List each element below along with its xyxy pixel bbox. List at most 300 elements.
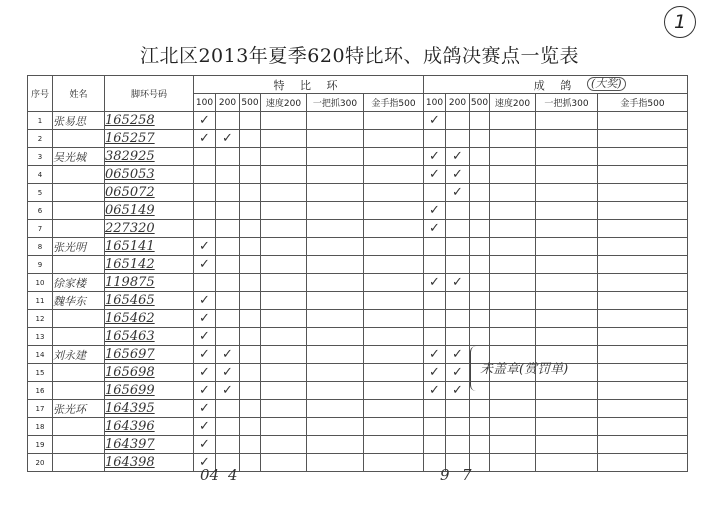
- check-special-ring: [240, 310, 261, 328]
- check-special-ring: [307, 202, 364, 220]
- check-special-ring: ✓: [194, 112, 216, 130]
- row-number: 20: [28, 454, 53, 472]
- check-special-ring: ✓: [194, 238, 216, 256]
- owner-name: [53, 436, 105, 454]
- check-adult-pigeon: [470, 202, 490, 220]
- page-number-text: 1: [673, 11, 687, 33]
- check-adult-pigeon: [536, 436, 598, 454]
- check-special-ring: [261, 364, 307, 382]
- check-special-ring: [216, 202, 240, 220]
- check-special-ring: ✓: [194, 382, 216, 400]
- check-special-ring: ✓: [194, 292, 216, 310]
- check-adult-pigeon: [470, 292, 490, 310]
- check-special-ring: [307, 436, 364, 454]
- check-adult-pigeon: [536, 220, 598, 238]
- results-table: [27, 75, 688, 472]
- table-row: [28, 202, 688, 220]
- subheader-t-1: 200: [216, 94, 240, 112]
- subheader-t-2: 500: [240, 94, 261, 112]
- check-adult-pigeon: [446, 400, 470, 418]
- check-special-ring: [307, 346, 364, 364]
- check-adult-pigeon: ✓: [424, 202, 446, 220]
- table-row: [28, 382, 688, 400]
- check-special-ring: [307, 148, 364, 166]
- check-special-ring: [364, 256, 424, 274]
- check-adult-pigeon: [424, 292, 446, 310]
- check-adult-pigeon: [536, 292, 598, 310]
- check-adult-pigeon: [470, 238, 490, 256]
- check-special-ring: [364, 454, 424, 472]
- check-special-ring: [307, 112, 364, 130]
- row-number: 13: [28, 328, 53, 346]
- check-special-ring: ✓: [194, 346, 216, 364]
- owner-name: [53, 256, 105, 274]
- row-number: 6: [28, 202, 53, 220]
- check-adult-pigeon: [536, 418, 598, 436]
- check-special-ring: [216, 256, 240, 274]
- ring-number: 165141: [105, 238, 194, 256]
- check-adult-pigeon: [598, 292, 688, 310]
- row-number: 3: [28, 148, 53, 166]
- table-row: [28, 148, 688, 166]
- subheader-t-3: 速度200: [261, 94, 307, 112]
- check-special-ring: [307, 274, 364, 292]
- check-special-ring: [307, 184, 364, 202]
- check-adult-pigeon: [536, 454, 598, 472]
- check-adult-pigeon: [598, 454, 688, 472]
- check-special-ring: [216, 418, 240, 436]
- ring-number: 119875: [105, 274, 194, 292]
- tally-1: 04: [200, 466, 220, 484]
- check-special-ring: [240, 148, 261, 166]
- check-adult-pigeon: [598, 166, 688, 184]
- subheader-c-1: 200: [446, 94, 470, 112]
- ring-number: 227320: [105, 220, 194, 238]
- check-special-ring: [261, 256, 307, 274]
- check-adult-pigeon: ✓: [424, 346, 446, 364]
- table-row: [28, 310, 688, 328]
- check-special-ring: [240, 184, 261, 202]
- check-special-ring: ✓: [194, 364, 216, 382]
- check-adult-pigeon: [536, 256, 598, 274]
- check-adult-pigeon: ✓: [424, 148, 446, 166]
- check-adult-pigeon: [446, 292, 470, 310]
- check-adult-pigeon: [424, 184, 446, 202]
- owner-name: 张光环: [53, 400, 105, 418]
- check-special-ring: [261, 184, 307, 202]
- check-adult-pigeon: [598, 418, 688, 436]
- check-special-ring: [240, 292, 261, 310]
- table-row: [28, 220, 688, 238]
- row-number: 12: [28, 310, 53, 328]
- row-number: 10: [28, 274, 53, 292]
- check-adult-pigeon: [470, 112, 490, 130]
- check-special-ring: [307, 130, 364, 148]
- table-row: [28, 328, 688, 346]
- check-special-ring: [194, 202, 216, 220]
- check-adult-pigeon: [598, 346, 688, 364]
- check-special-ring: [364, 166, 424, 184]
- check-adult-pigeon: [490, 274, 536, 292]
- check-special-ring: [261, 202, 307, 220]
- check-adult-pigeon: ✓: [424, 220, 446, 238]
- check-adult-pigeon: ✓: [424, 382, 446, 400]
- row-number: 17: [28, 400, 53, 418]
- tally-4: 7: [462, 466, 472, 484]
- row-number: 7: [28, 220, 53, 238]
- check-special-ring: [364, 220, 424, 238]
- subheader-c-0: 100: [424, 94, 446, 112]
- check-adult-pigeon: [490, 202, 536, 220]
- table-row: [28, 274, 688, 292]
- owner-name: 吴光城: [53, 148, 105, 166]
- check-special-ring: [364, 382, 424, 400]
- handwritten-edit: (大奖): [587, 77, 626, 91]
- check-special-ring: [216, 148, 240, 166]
- check-adult-pigeon: [536, 130, 598, 148]
- table-row: [28, 436, 688, 454]
- owner-name: [53, 310, 105, 328]
- ring-number: 165462: [105, 310, 194, 328]
- check-adult-pigeon: [598, 202, 688, 220]
- check-special-ring: [307, 364, 364, 382]
- check-special-ring: ✓: [194, 130, 216, 148]
- check-special-ring: [364, 274, 424, 292]
- check-special-ring: [261, 166, 307, 184]
- check-special-ring: [240, 454, 261, 472]
- subheader-t-5: 金手指500: [364, 94, 424, 112]
- check-special-ring: ✓: [194, 328, 216, 346]
- check-adult-pigeon: [470, 130, 490, 148]
- owner-name: [53, 220, 105, 238]
- check-special-ring: [261, 112, 307, 130]
- check-adult-pigeon: [424, 418, 446, 436]
- check-special-ring: [307, 256, 364, 274]
- check-special-ring: ✓: [216, 364, 240, 382]
- row-number: 1: [28, 112, 53, 130]
- check-adult-pigeon: [598, 130, 688, 148]
- check-adult-pigeon: [470, 418, 490, 436]
- check-special-ring: [364, 400, 424, 418]
- check-adult-pigeon: [490, 184, 536, 202]
- check-special-ring: [216, 400, 240, 418]
- check-special-ring: ✓: [216, 130, 240, 148]
- check-adult-pigeon: [490, 328, 536, 346]
- check-adult-pigeon: [598, 112, 688, 130]
- ring-number: 065053: [105, 166, 194, 184]
- table-row: [28, 184, 688, 202]
- check-adult-pigeon: ✓: [446, 346, 470, 364]
- check-adult-pigeon: [446, 436, 470, 454]
- check-adult-pigeon: ✓: [446, 274, 470, 292]
- check-special-ring: [240, 418, 261, 436]
- ring-number: 165142: [105, 256, 194, 274]
- check-special-ring: [364, 436, 424, 454]
- check-special-ring: [240, 400, 261, 418]
- check-special-ring: [216, 112, 240, 130]
- subheader-c-3: 速度200: [490, 94, 536, 112]
- check-special-ring: [216, 328, 240, 346]
- check-special-ring: [194, 166, 216, 184]
- owner-name: 张光明: [53, 238, 105, 256]
- check-special-ring: [307, 418, 364, 436]
- check-special-ring: [261, 292, 307, 310]
- check-special-ring: [364, 328, 424, 346]
- check-adult-pigeon: [536, 112, 598, 130]
- check-adult-pigeon: [470, 220, 490, 238]
- row-number: 15: [28, 364, 53, 382]
- check-adult-pigeon: [490, 400, 536, 418]
- check-special-ring: [307, 238, 364, 256]
- owner-name: [53, 184, 105, 202]
- check-special-ring: [261, 436, 307, 454]
- check-special-ring: [240, 382, 261, 400]
- check-adult-pigeon: [470, 454, 490, 472]
- check-adult-pigeon: [598, 220, 688, 238]
- check-adult-pigeon: [536, 328, 598, 346]
- row-number: 2: [28, 130, 53, 148]
- ring-number: 165699: [105, 382, 194, 400]
- check-special-ring: [307, 328, 364, 346]
- check-adult-pigeon: [598, 274, 688, 292]
- check-adult-pigeon: [598, 328, 688, 346]
- check-special-ring: [307, 220, 364, 238]
- check-special-ring: [216, 238, 240, 256]
- table-row: [28, 238, 688, 256]
- check-special-ring: [261, 130, 307, 148]
- ring-number: 165463: [105, 328, 194, 346]
- header-name: 姓名: [53, 76, 105, 112]
- check-special-ring: [261, 346, 307, 364]
- row-number: 11: [28, 292, 53, 310]
- check-special-ring: [364, 346, 424, 364]
- tally-3: 9: [440, 466, 450, 484]
- check-adult-pigeon: [598, 382, 688, 400]
- check-special-ring: [364, 238, 424, 256]
- owner-name: 张易思: [53, 112, 105, 130]
- ring-number: 164396: [105, 418, 194, 436]
- ring-number: 165465: [105, 292, 194, 310]
- check-adult-pigeon: [490, 148, 536, 166]
- ring-number: 164395: [105, 400, 194, 418]
- check-special-ring: ✓: [216, 382, 240, 400]
- check-special-ring: ✓: [194, 400, 216, 418]
- check-special-ring: [364, 364, 424, 382]
- owner-name: 徐家楼: [53, 274, 105, 292]
- check-special-ring: [194, 220, 216, 238]
- table-row: [28, 364, 688, 382]
- check-special-ring: [364, 130, 424, 148]
- owner-name: [53, 382, 105, 400]
- check-adult-pigeon: [536, 238, 598, 256]
- owner-name: [53, 202, 105, 220]
- subheader-c-5: 金手指500: [598, 94, 688, 112]
- check-adult-pigeon: [446, 112, 470, 130]
- check-special-ring: [307, 454, 364, 472]
- row-number: 16: [28, 382, 53, 400]
- table-row: [28, 346, 688, 364]
- table-row: [28, 256, 688, 274]
- check-special-ring: ✓: [194, 310, 216, 328]
- check-adult-pigeon: [490, 382, 536, 400]
- check-adult-pigeon: [536, 202, 598, 220]
- ring-number: 165258: [105, 112, 194, 130]
- check-adult-pigeon: [490, 310, 536, 328]
- check-adult-pigeon: [598, 310, 688, 328]
- table-row: [28, 400, 688, 418]
- header-ring: 脚环号码: [105, 76, 194, 112]
- check-adult-pigeon: [470, 400, 490, 418]
- ring-number: 164398: [105, 454, 194, 472]
- check-special-ring: [261, 382, 307, 400]
- check-special-ring: [240, 346, 261, 364]
- page-number: [664, 6, 696, 38]
- owner-name: 魏华东: [53, 292, 105, 310]
- check-special-ring: [240, 436, 261, 454]
- tally-2: 4: [228, 466, 238, 484]
- check-special-ring: [216, 436, 240, 454]
- check-adult-pigeon: [446, 238, 470, 256]
- check-adult-pigeon: ✓: [424, 364, 446, 382]
- check-adult-pigeon: [598, 436, 688, 454]
- row-number: 14: [28, 346, 53, 364]
- owner-name: 刘永建: [53, 346, 105, 364]
- check-adult-pigeon: [598, 256, 688, 274]
- check-adult-pigeon: [598, 400, 688, 418]
- check-special-ring: [194, 184, 216, 202]
- check-special-ring: [216, 166, 240, 184]
- check-special-ring: [307, 400, 364, 418]
- check-adult-pigeon: [598, 364, 688, 382]
- check-special-ring: [240, 166, 261, 184]
- check-special-ring: [364, 112, 424, 130]
- check-special-ring: [261, 310, 307, 328]
- check-adult-pigeon: ✓: [446, 184, 470, 202]
- check-adult-pigeon: ✓: [424, 166, 446, 184]
- check-special-ring: [364, 310, 424, 328]
- check-special-ring: ✓: [194, 418, 216, 436]
- check-special-ring: ✓: [216, 346, 240, 364]
- check-adult-pigeon: [424, 238, 446, 256]
- check-adult-pigeon: [424, 400, 446, 418]
- check-adult-pigeon: [424, 436, 446, 454]
- check-adult-pigeon: [470, 310, 490, 328]
- check-special-ring: [216, 184, 240, 202]
- check-special-ring: [216, 274, 240, 292]
- check-adult-pigeon: ✓: [424, 274, 446, 292]
- check-adult-pigeon: [490, 238, 536, 256]
- check-special-ring: [194, 274, 216, 292]
- check-adult-pigeon: [446, 220, 470, 238]
- header-group-special-ring: 特 比 环: [194, 76, 424, 94]
- check-special-ring: [240, 238, 261, 256]
- check-special-ring: [307, 292, 364, 310]
- row-number: 5: [28, 184, 53, 202]
- check-special-ring: [240, 220, 261, 238]
- check-adult-pigeon: [424, 328, 446, 346]
- check-adult-pigeon: ✓: [446, 148, 470, 166]
- check-adult-pigeon: [536, 400, 598, 418]
- check-special-ring: [240, 256, 261, 274]
- table-row: [28, 292, 688, 310]
- check-adult-pigeon: [536, 274, 598, 292]
- owner-name: [53, 364, 105, 382]
- ring-number: 165257: [105, 130, 194, 148]
- check-adult-pigeon: [490, 436, 536, 454]
- check-adult-pigeon: [490, 220, 536, 238]
- owner-name: [53, 418, 105, 436]
- check-adult-pigeon: [598, 148, 688, 166]
- check-special-ring: [261, 274, 307, 292]
- check-special-ring: [364, 202, 424, 220]
- check-special-ring: [364, 292, 424, 310]
- check-special-ring: [194, 148, 216, 166]
- ring-number: 165698: [105, 364, 194, 382]
- check-special-ring: [240, 112, 261, 130]
- check-special-ring: [261, 454, 307, 472]
- check-special-ring: ✓: [194, 436, 216, 454]
- owner-name: [53, 130, 105, 148]
- check-adult-pigeon: [424, 310, 446, 328]
- check-adult-pigeon: ✓: [446, 382, 470, 400]
- check-special-ring: [216, 310, 240, 328]
- check-special-ring: [364, 148, 424, 166]
- check-adult-pigeon: [490, 130, 536, 148]
- check-adult-pigeon: ✓: [446, 364, 470, 382]
- check-adult-pigeon: [446, 310, 470, 328]
- check-special-ring: [261, 400, 307, 418]
- check-adult-pigeon: [490, 292, 536, 310]
- check-special-ring: [261, 220, 307, 238]
- check-adult-pigeon: [490, 112, 536, 130]
- check-special-ring: [364, 184, 424, 202]
- check-adult-pigeon: [536, 166, 598, 184]
- header-group-adult-pigeon: 成 鸽: [424, 76, 688, 94]
- subheader-t-4: 一把抓300: [307, 94, 364, 112]
- check-adult-pigeon: [446, 130, 470, 148]
- check-adult-pigeon: [490, 256, 536, 274]
- subheader-c-2: 500: [470, 94, 490, 112]
- ring-number: 164397: [105, 436, 194, 454]
- check-special-ring: [261, 418, 307, 436]
- table-row: [28, 130, 688, 148]
- check-special-ring: [240, 364, 261, 382]
- check-adult-pigeon: [446, 328, 470, 346]
- check-special-ring: [307, 382, 364, 400]
- table-row: [28, 112, 688, 130]
- check-special-ring: [240, 328, 261, 346]
- table-row: [28, 166, 688, 184]
- check-special-ring: [240, 202, 261, 220]
- check-adult-pigeon: [470, 166, 490, 184]
- ring-number: 382925: [105, 148, 194, 166]
- check-adult-pigeon: [446, 256, 470, 274]
- subheader-c-4: 一把抓300: [536, 94, 598, 112]
- check-adult-pigeon: [470, 184, 490, 202]
- check-adult-pigeon: [490, 454, 536, 472]
- row-number: 9: [28, 256, 53, 274]
- check-special-ring: [216, 220, 240, 238]
- check-special-ring: [240, 130, 261, 148]
- check-adult-pigeon: [536, 184, 598, 202]
- check-special-ring: [364, 418, 424, 436]
- row-number: 18: [28, 418, 53, 436]
- table-row: [28, 418, 688, 436]
- check-adult-pigeon: [598, 238, 688, 256]
- ring-number: 065072: [105, 184, 194, 202]
- check-adult-pigeon: [470, 256, 490, 274]
- check-adult-pigeon: [490, 418, 536, 436]
